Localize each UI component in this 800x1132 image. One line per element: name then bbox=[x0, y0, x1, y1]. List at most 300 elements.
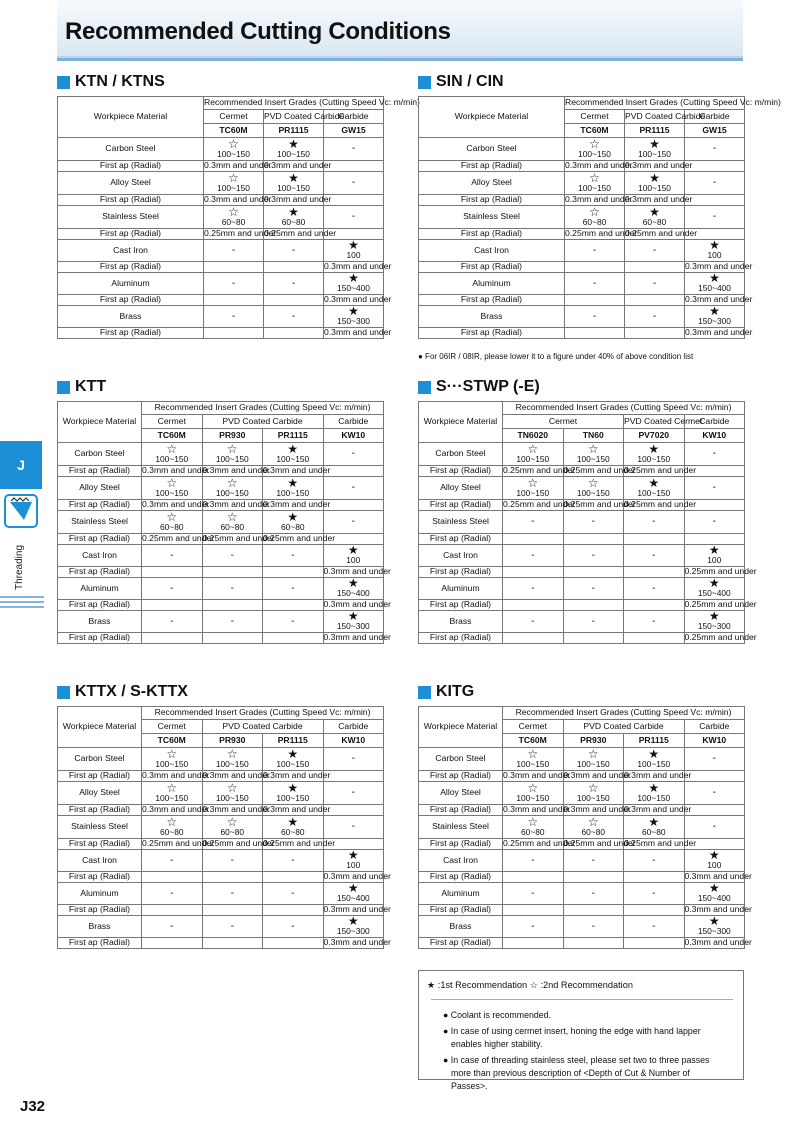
condition-cell bbox=[202, 511, 263, 534]
material-row bbox=[58, 206, 384, 229]
cutting-speed: 150~400 bbox=[697, 588, 731, 599]
cutting-speed: 60~80 bbox=[220, 826, 245, 837]
condition-cell bbox=[264, 206, 324, 229]
first-ap-value: 0.3mm and under bbox=[263, 804, 331, 815]
first-ap-value: 0.25mm and under bbox=[563, 499, 636, 510]
not-recommended-dash: - bbox=[291, 854, 295, 866]
material-row bbox=[419, 578, 745, 600]
first-ap-row bbox=[419, 262, 745, 273]
condition-cell bbox=[142, 850, 203, 872]
not-recommended-dash: - bbox=[591, 854, 595, 866]
grade-name: GW15 bbox=[685, 124, 745, 138]
first-ap-row bbox=[58, 872, 384, 883]
condition-cell bbox=[324, 240, 384, 262]
condition-cell bbox=[324, 206, 384, 229]
condition-cell bbox=[624, 916, 685, 938]
section-title-text: S···STWP (-E) bbox=[436, 378, 540, 395]
material-name: Aluminum bbox=[419, 883, 503, 905]
first-ap-value: 0.3mm and under bbox=[323, 871, 391, 882]
condition-cell bbox=[563, 511, 624, 534]
first-ap-value bbox=[324, 195, 384, 206]
first-recommendation-star-icon: ★ bbox=[649, 170, 660, 185]
not-recommended-dash: - bbox=[652, 277, 657, 289]
not-recommended-dash: - bbox=[291, 582, 295, 594]
material-row bbox=[58, 748, 384, 771]
first-ap-value bbox=[563, 905, 624, 916]
first-ap-value: 0.3mm and under bbox=[263, 465, 331, 476]
condition-cell bbox=[323, 782, 384, 805]
first-ap-value bbox=[323, 771, 384, 782]
cutting-speed: 100~150 bbox=[215, 487, 249, 498]
material-name: Stainless Steel bbox=[419, 816, 503, 839]
condition-cell bbox=[624, 782, 685, 805]
cutting-speed: 60~80 bbox=[642, 216, 667, 227]
condition-cell bbox=[624, 477, 685, 500]
first-recommendation-star-icon: ★ bbox=[708, 576, 720, 591]
first-ap-row bbox=[58, 633, 384, 644]
cutting-speed: 100 bbox=[707, 860, 722, 871]
first-recommendation-star-icon: ★ bbox=[708, 609, 720, 624]
not-recommended-dash: - bbox=[351, 177, 356, 189]
workpiece-header: Workpiece Material bbox=[419, 97, 565, 138]
section-kitg bbox=[418, 682, 752, 949]
condition-cell bbox=[263, 443, 324, 466]
first-ap-value bbox=[142, 938, 203, 949]
note-stainless: ● In case of threading stainless steel, please set two to three passes more than previous description of <Depth of Cut & Number of Passes>. bbox=[443, 1055, 710, 1091]
cutting-speed: 100~150 bbox=[276, 792, 310, 803]
material-row bbox=[58, 816, 384, 839]
first-ap-value: 0.3mm and under bbox=[264, 160, 332, 171]
not-recommended-dash: - bbox=[531, 887, 535, 899]
second-recommendation-star-icon: ☆ bbox=[589, 170, 600, 185]
cutting-speed: 100~150 bbox=[576, 487, 610, 498]
sin-cin-note: ● For 06IR / 08IR, please lower it to a figure under 40% of above condition list bbox=[418, 352, 694, 361]
grade-name: PR930 bbox=[202, 734, 263, 748]
condition-cell bbox=[323, 511, 384, 534]
not-recommended-dash: - bbox=[652, 244, 657, 256]
first-ap-value bbox=[142, 633, 203, 644]
cutting-speed: 150~300 bbox=[336, 926, 370, 937]
first-ap-row bbox=[419, 938, 745, 949]
first-ap-row bbox=[58, 771, 384, 782]
material-name: Alloy Steel bbox=[58, 782, 142, 805]
condition-cell bbox=[142, 477, 203, 500]
not-recommended-dash: - bbox=[291, 920, 295, 932]
not-recommended-dash: - bbox=[712, 143, 717, 155]
first-ap-row bbox=[58, 466, 384, 477]
cutting-speed: 100~150 bbox=[638, 148, 671, 159]
first-ap-label: First ap (Radial) bbox=[419, 262, 565, 273]
first-ap-label: First ap (Radial) bbox=[419, 938, 503, 949]
first-ap-value bbox=[503, 905, 564, 916]
grade-name: TN60 bbox=[563, 429, 624, 443]
cutting-speed: 150~300 bbox=[698, 316, 731, 327]
second-recommendation-star-icon: ☆ bbox=[527, 746, 539, 761]
first-ap-value bbox=[685, 195, 745, 206]
grade-name: TN6020 bbox=[503, 429, 564, 443]
first-ap-value: 0.3mm and under bbox=[142, 465, 210, 476]
first-ap-label: First ap (Radial) bbox=[58, 195, 204, 206]
first-recommendation-star-icon: ★ bbox=[348, 304, 359, 319]
first-recommendation-star-icon: ★ bbox=[348, 271, 359, 286]
condition-cell bbox=[503, 816, 564, 839]
not-recommended-dash: - bbox=[652, 516, 656, 528]
cutting-speed: 100~150 bbox=[217, 148, 250, 159]
cutting-speed: 150~400 bbox=[697, 893, 731, 904]
condition-cell bbox=[323, 611, 384, 633]
condition-cell bbox=[204, 172, 264, 195]
not-recommended-dash: - bbox=[230, 549, 234, 561]
first-ap-row bbox=[419, 805, 745, 816]
first-ap-value: 0.25mm and under bbox=[563, 838, 636, 849]
first-ap-value bbox=[565, 295, 625, 306]
cutting-speed: 60~80 bbox=[582, 216, 607, 227]
condition-cell bbox=[263, 611, 324, 633]
material-row bbox=[58, 443, 384, 466]
first-ap-value: 0.3mm and under bbox=[503, 804, 571, 815]
not-recommended-dash: - bbox=[351, 753, 355, 765]
first-ap-row bbox=[58, 295, 384, 306]
first-ap-row bbox=[419, 534, 745, 545]
first-ap-value: 0.25mm and under bbox=[624, 499, 697, 510]
first-ap-value bbox=[563, 600, 624, 611]
material-row bbox=[58, 883, 384, 905]
condition-cell bbox=[503, 883, 564, 905]
legend-notes bbox=[431, 999, 733, 1093]
not-recommended-dash: - bbox=[591, 516, 595, 528]
first-ap-value: 0.3mm and under bbox=[263, 770, 331, 781]
condition-cell bbox=[264, 273, 324, 295]
material-name: Brass bbox=[419, 916, 503, 938]
first-ap-label: First ap (Radial) bbox=[419, 905, 503, 916]
condition-cell bbox=[204, 206, 264, 229]
not-recommended-dash: - bbox=[652, 615, 656, 627]
condition-cell bbox=[624, 883, 685, 905]
first-ap-value: 0.3mm and under bbox=[563, 770, 631, 781]
grade-category: Cermet bbox=[503, 720, 564, 734]
grade-name: TC60M bbox=[142, 429, 203, 443]
first-ap-value bbox=[565, 262, 625, 273]
condition-cell bbox=[684, 578, 745, 600]
grade-category: Cermet bbox=[503, 415, 624, 429]
condition-cell bbox=[323, 545, 384, 567]
material-name: Alloy Steel bbox=[419, 477, 503, 500]
second-recommendation-star-icon: ☆ bbox=[589, 136, 600, 151]
first-ap-value: 0.25mm and under bbox=[263, 838, 336, 849]
cutting-speed: 100 bbox=[707, 250, 722, 261]
not-recommended-dash: - bbox=[351, 787, 355, 799]
second-recommendation-star-icon: ☆ bbox=[166, 441, 178, 456]
first-recommendation-star-icon: ★ bbox=[648, 780, 660, 795]
first-ap-label: First ap (Radial) bbox=[58, 262, 204, 273]
first-ap-value: 0.3mm and under bbox=[142, 804, 210, 815]
cutting-speed: 100~150 bbox=[576, 758, 610, 769]
condition-cell bbox=[565, 206, 625, 229]
first-ap-value: 0.25mm and under bbox=[684, 566, 757, 577]
not-recommended-dash: - bbox=[652, 310, 657, 322]
cutting-speed: 60~80 bbox=[641, 826, 666, 837]
first-ap-value bbox=[625, 295, 685, 306]
condition-cell bbox=[503, 545, 564, 567]
cutting-speed: 150~400 bbox=[336, 893, 370, 904]
first-ap-value bbox=[503, 872, 564, 883]
first-ap-value bbox=[263, 905, 324, 916]
not-recommended-dash: - bbox=[712, 753, 716, 765]
condition-cell bbox=[503, 782, 564, 805]
first-ap-row bbox=[419, 771, 745, 782]
condition-cell bbox=[563, 816, 624, 839]
first-recommendation-star-icon: ★ bbox=[648, 746, 660, 761]
first-ap-row bbox=[419, 500, 745, 511]
cutting-speed: 100~150 bbox=[637, 792, 671, 803]
grade-category: Carbide bbox=[323, 720, 384, 734]
first-ap-value bbox=[263, 633, 324, 644]
cutting-speed: 100 bbox=[346, 250, 361, 261]
condition-cell bbox=[263, 511, 324, 534]
condition-cell bbox=[684, 545, 745, 567]
first-ap-value bbox=[263, 567, 324, 578]
cutting-speed: 100~150 bbox=[277, 182, 310, 193]
condition-cell bbox=[503, 916, 564, 938]
section-marker-icon bbox=[57, 381, 70, 394]
first-ap-value bbox=[142, 600, 203, 611]
not-recommended-dash: - bbox=[712, 448, 716, 460]
section-marker-icon bbox=[418, 381, 431, 394]
first-ap-label: First ap (Radial) bbox=[419, 328, 565, 339]
first-ap-value bbox=[624, 905, 685, 916]
not-recommended-dash: - bbox=[591, 887, 595, 899]
cutting-conditions-table bbox=[57, 401, 391, 644]
section-ktn-ktns bbox=[57, 72, 420, 339]
material-name: Cast Iron bbox=[58, 240, 204, 262]
condition-cell bbox=[625, 138, 685, 161]
condition-cell bbox=[323, 850, 384, 872]
first-recommendation-star-icon: ★ bbox=[708, 543, 720, 558]
first-recommendation-star-icon: ★ bbox=[347, 914, 359, 929]
section-title-text: KTT bbox=[75, 378, 107, 395]
material-row bbox=[58, 477, 384, 500]
first-recommendation-star-icon: ★ bbox=[347, 881, 359, 896]
material-row bbox=[419, 611, 745, 633]
cutting-speed: 60~80 bbox=[581, 826, 606, 837]
grade-category: PVD Coated Carbide bbox=[625, 110, 685, 124]
condition-cell bbox=[142, 611, 203, 633]
first-recommendation-star-icon: ★ bbox=[288, 204, 299, 219]
cutting-speed: 100 bbox=[346, 555, 361, 566]
first-ap-value bbox=[323, 500, 384, 511]
condition-cell bbox=[142, 916, 203, 938]
first-recommendation-star-icon: ★ bbox=[347, 576, 359, 591]
not-recommended-dash: - bbox=[351, 516, 355, 528]
material-name: Alloy Steel bbox=[419, 782, 503, 805]
material-row bbox=[419, 850, 745, 872]
condition-cell bbox=[625, 206, 685, 229]
first-ap-value: 0.3mm and under bbox=[204, 194, 272, 205]
section-title bbox=[57, 682, 383, 702]
first-ap-row bbox=[419, 466, 745, 477]
first-ap-value bbox=[323, 805, 384, 816]
not-recommended-dash: - bbox=[170, 582, 174, 594]
second-recommendation-star-icon: ☆ bbox=[166, 509, 178, 524]
page-header bbox=[57, 0, 743, 61]
condition-cell bbox=[625, 172, 685, 195]
first-ap-value: 0.3mm and under bbox=[202, 804, 270, 815]
second-recommendation-star-icon: ☆ bbox=[226, 475, 238, 490]
first-recommendation-star-icon: ★ bbox=[649, 204, 660, 219]
condition-cell bbox=[324, 306, 384, 328]
condition-cell bbox=[263, 578, 324, 600]
section-marker-icon bbox=[418, 76, 431, 89]
first-ap-value: 0.3mm and under bbox=[565, 194, 633, 205]
condition-cell bbox=[563, 545, 624, 567]
first-ap-row bbox=[419, 872, 745, 883]
cutting-speed: 100~150 bbox=[155, 758, 189, 769]
condition-cell bbox=[503, 443, 564, 466]
material-name: Brass bbox=[419, 306, 565, 328]
not-recommended-dash: - bbox=[170, 615, 174, 627]
condition-cell bbox=[264, 138, 324, 161]
condition-cell bbox=[202, 883, 263, 905]
first-recommendation-star-icon: ★ bbox=[708, 848, 720, 863]
first-ap-label: First ap (Radial) bbox=[58, 839, 142, 850]
first-ap-label: First ap (Radial) bbox=[58, 600, 142, 611]
second-recommendation-star-icon: ☆ bbox=[228, 136, 239, 151]
grade-name: GW15 bbox=[324, 124, 384, 138]
not-recommended-dash: - bbox=[712, 516, 716, 528]
section-title bbox=[57, 72, 383, 92]
first-ap-value bbox=[142, 567, 203, 578]
condition-cell bbox=[684, 816, 745, 839]
cutting-conditions-table bbox=[418, 96, 781, 339]
material-row bbox=[419, 172, 745, 195]
not-recommended-dash: - bbox=[170, 549, 174, 561]
first-ap-value bbox=[202, 905, 263, 916]
second-recommendation-star-icon: ☆ bbox=[226, 814, 238, 829]
condition-cell bbox=[685, 240, 745, 262]
first-recommendation-star-icon: ★ bbox=[287, 475, 299, 490]
condition-cell bbox=[565, 172, 625, 195]
first-ap-label: First ap (Radial) bbox=[419, 600, 503, 611]
first-ap-value: 0.3mm and under bbox=[202, 770, 270, 781]
condition-cell bbox=[142, 748, 203, 771]
condition-cell bbox=[563, 850, 624, 872]
cutting-speed: 100~150 bbox=[215, 758, 249, 769]
condition-cell bbox=[323, 578, 384, 600]
grade-name: PR930 bbox=[563, 734, 624, 748]
first-ap-value bbox=[142, 872, 203, 883]
grade-category: Carbide bbox=[324, 110, 384, 124]
not-recommended-dash: - bbox=[170, 887, 174, 899]
condition-cell bbox=[503, 611, 564, 633]
not-recommended-dash: - bbox=[230, 887, 234, 899]
grade-category: Cermet bbox=[565, 110, 625, 124]
material-name: Stainless Steel bbox=[419, 206, 565, 229]
workpiece-header: Workpiece Material bbox=[58, 402, 142, 443]
condition-cell bbox=[142, 545, 203, 567]
first-ap-row bbox=[58, 938, 384, 949]
grade-category: Cermet bbox=[142, 720, 203, 734]
condition-cell bbox=[563, 748, 624, 771]
side-stripes bbox=[0, 596, 44, 611]
cutting-speed: 100~150 bbox=[516, 453, 550, 464]
cutting-speed: 100~150 bbox=[637, 758, 671, 769]
condition-cell bbox=[142, 511, 203, 534]
material-name: Carbon Steel bbox=[419, 138, 565, 161]
cutting-conditions-table bbox=[418, 706, 752, 949]
not-recommended-dash: - bbox=[591, 582, 595, 594]
material-row bbox=[58, 916, 384, 938]
first-recommendation-star-icon: ★ bbox=[287, 509, 299, 524]
first-ap-value bbox=[324, 161, 384, 172]
grade-category: Cermet bbox=[142, 415, 203, 429]
condition-cell bbox=[202, 748, 263, 771]
side-label: Threading bbox=[14, 544, 25, 590]
material-row bbox=[419, 443, 745, 466]
first-ap-value bbox=[264, 295, 324, 306]
section-marker-icon bbox=[418, 686, 431, 699]
material-row bbox=[419, 306, 745, 328]
not-recommended-dash: - bbox=[531, 615, 535, 627]
condition-cell bbox=[624, 611, 685, 633]
first-ap-value: 0.3mm and under bbox=[685, 294, 753, 305]
first-ap-value: 0.3mm and under bbox=[563, 804, 631, 815]
not-recommended-dash: - bbox=[531, 516, 535, 528]
material-row bbox=[419, 240, 745, 262]
condition-cell bbox=[263, 883, 324, 905]
material-row bbox=[419, 748, 745, 771]
material-name: Alloy Steel bbox=[419, 172, 565, 195]
first-ap-label: First ap (Radial) bbox=[419, 161, 565, 172]
condition-cell bbox=[565, 273, 625, 295]
grade-name: TC60M bbox=[565, 124, 625, 138]
grade-category: Carbide bbox=[323, 415, 384, 429]
section-title bbox=[418, 682, 744, 702]
first-ap-value: 0.3mm and under bbox=[625, 194, 693, 205]
material-name: Cast Iron bbox=[419, 240, 565, 262]
material-row bbox=[58, 273, 384, 295]
first-ap-label: First ap (Radial) bbox=[58, 633, 142, 644]
recommended-grades-header: Recommended Insert Grades (Cutting Speed Vc: m/min) bbox=[204, 97, 384, 110]
grade-category: PVD Coated Carbide bbox=[202, 415, 323, 429]
first-ap-value bbox=[685, 161, 745, 172]
section-marker-icon bbox=[57, 76, 70, 89]
condition-cell bbox=[202, 782, 263, 805]
section-title bbox=[418, 72, 744, 92]
condition-cell bbox=[202, 545, 263, 567]
material-row bbox=[58, 306, 384, 328]
cutting-speed: 100~150 bbox=[277, 148, 310, 159]
first-recommendation-star-icon: ★ bbox=[288, 136, 299, 151]
condition-cell bbox=[204, 273, 264, 295]
chapter-tab: J bbox=[0, 441, 42, 489]
grade-name: PV7020 bbox=[624, 429, 685, 443]
section-ktt bbox=[57, 377, 391, 644]
cutting-speed: 100~150 bbox=[637, 487, 671, 498]
first-ap-value bbox=[503, 633, 564, 644]
cutting-speed: 100~150 bbox=[155, 487, 189, 498]
first-ap-value: 0.25mm and under bbox=[202, 838, 275, 849]
not-recommended-dash: - bbox=[591, 615, 595, 627]
first-ap-value: 0.3mm and under bbox=[684, 871, 752, 882]
first-ap-value: 0.3mm and under bbox=[624, 804, 692, 815]
cutting-speed: 150~300 bbox=[697, 621, 731, 632]
first-ap-label: First ap (Radial) bbox=[419, 771, 503, 782]
first-recommendation-star-icon: ★ bbox=[709, 304, 720, 319]
condition-cell bbox=[202, 443, 263, 466]
condition-cell bbox=[563, 578, 624, 600]
material-row bbox=[58, 240, 384, 262]
cutting-speed: 60~80 bbox=[159, 826, 184, 837]
